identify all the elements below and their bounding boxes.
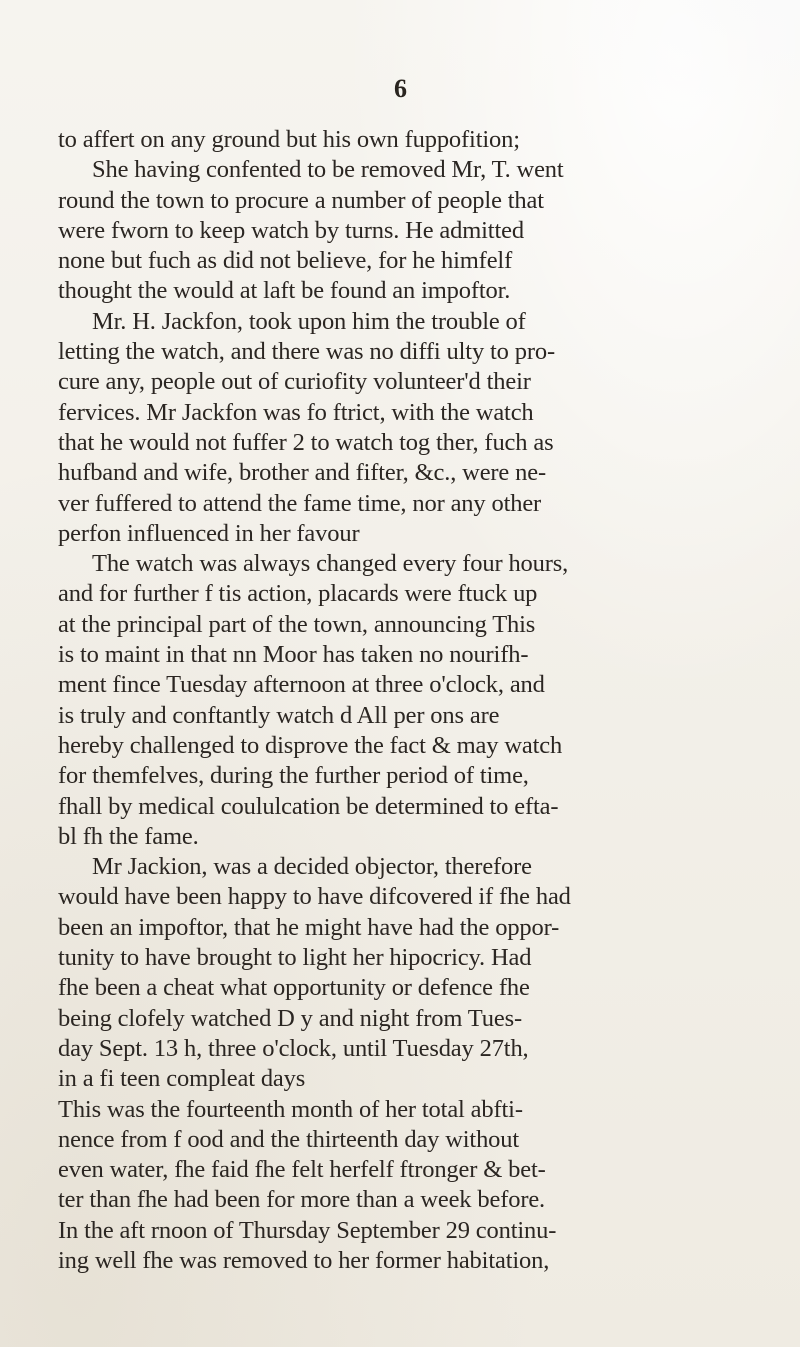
text-line: perfon influenced in her favour: [58, 519, 360, 547]
text-line: none but fuch as did not believe, for he himfelf: [58, 247, 513, 275]
text-line: for themfelves, during the further period of time,: [58, 762, 529, 790]
text-line: round the town to procure a number of people that: [58, 186, 544, 214]
text-line: to affert on any ground but his own fuppofition;: [58, 126, 520, 153]
text-line: hufband and wife, brother and fifter, &c., were ne-: [58, 459, 546, 487]
text-line: would have been happy to have difcovered if fhe had: [58, 883, 571, 911]
page-glare: [500, 0, 800, 120]
text-line: hereby challenged to disprove the fact & may watch: [58, 731, 563, 759]
text-line: ver fuffered to attend the fame time, nor any other: [58, 489, 542, 517]
text-line: Mr. H. Jackfon, took upon him the trouble of: [92, 307, 526, 335]
text-line: that he would not fuffer 2 to watch tog ther, fuch as: [58, 428, 554, 456]
text-line: Mr Jackion, was a decided objector, therefore: [92, 853, 532, 881]
text-line: letting the watch, and there was no diffi ulty to pro-: [58, 338, 555, 366]
text-line: fhall by medical coululcation be determined to efta-: [58, 792, 559, 820]
text-line: even water, fhe faid fhe felt herfelf ftronger & bet-: [58, 1156, 546, 1184]
page-number: 6: [394, 74, 407, 103]
text-line: day Sept. 13 h, three o'clock, until Tuesday 27th,: [58, 1034, 529, 1062]
text-line: ing well fhe was removed to her former habitation,: [58, 1246, 550, 1274]
text-line: tunity to have brought to light her hipocricy. Had: [58, 944, 532, 972]
text-line: being clofely watched D y and night from Tues-: [58, 1004, 522, 1032]
text-line: She having confented to be removed Mr, T. went: [92, 156, 564, 184]
text-line: is to maint in that nn Moor has taken no nourifh-: [58, 641, 529, 669]
text-line: The watch was always changed every four hours,: [92, 550, 569, 578]
text-line: bl fh the fame.: [58, 822, 199, 850]
text-line: at the principal part of the town, announcing This: [58, 610, 536, 638]
text-line: thought the would at laft be found an impoftor.: [58, 277, 511, 305]
text-line: is truly and conftantly watch d All per ons are: [58, 701, 500, 729]
text-line: This was the fourteenth month of her total abfti-: [58, 1095, 523, 1123]
text-line: fhe been a cheat what opportunity or defence fhe: [58, 974, 530, 1002]
text-line: cure any, people out of curiofity volunteer'd their: [58, 368, 531, 396]
text-line: in a fi teen compleat days: [58, 1065, 306, 1093]
text-line: nence from f ood and the thirteenth day without: [58, 1125, 520, 1153]
text-line: been an impoftor, that he might have had the oppor-: [58, 913, 560, 941]
body-text: [58, 125, 770, 1276]
text-line: and for further f tis action, placards were ftuck up: [58, 580, 538, 608]
text-line: In the aft rnoon of Thursday September 29 continu-: [58, 1216, 557, 1244]
text-line: ment fince Tuesday afternoon at three o'clock, and: [58, 671, 545, 699]
text-line: were fworn to keep watch by turns. He admitted: [58, 216, 524, 244]
text-line: fervices. Mr Jackfon was fo ftrict, with the watch: [58, 398, 534, 426]
text-line: ter than fhe had been for more than a week before.: [58, 1186, 546, 1214]
